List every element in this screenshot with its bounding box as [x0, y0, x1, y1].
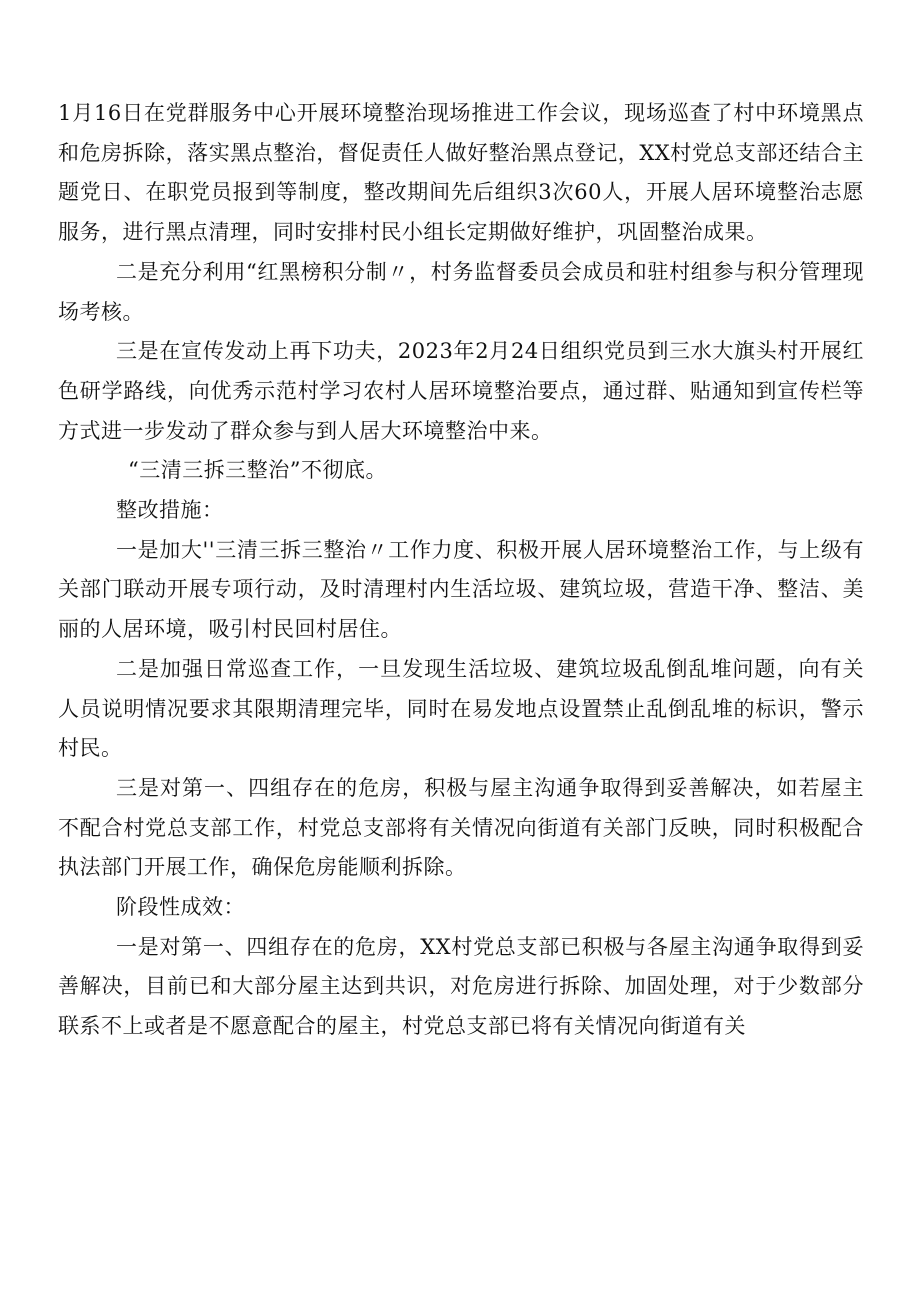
- paragraph-measure-one: 一是加大''三清三拆三整治〃工作力度、积极开展人居环境整治工作，与上级有关部门联动开展专项行动，及时清理村内生活垃圾、建筑垃圾，营造干净、整洁、美丽的人居环境，吸引村民回村居住。: [58, 537, 864, 642]
- paragraph-result-one: 一是对第一、四组存在的危房，XX村党总支部已积极与各屋主沟通争取得到妥善解决，目前已和大部分屋主达到共识，对危房进行拆除、加固处理，对于少数部分联系不上或者是不愿意配合的屋主，村党总支部已将有关情况向街道有关: [58, 934, 864, 1039]
- paragraph-measure-three: 三是对第一、四组存在的危房，积极与屋主沟通争取得到妥善解决，如若屋主不配合村党总支部工作，村党总支部将有关情况向街道有关部门反映，同时积极配合执法部门开展工作，确保危房能顺利拆除。: [58, 775, 864, 880]
- paragraph-measures-heading: 整改措施：: [116, 498, 224, 523]
- paragraph-measure-two: 二是加强日常巡查工作，一旦发现生活垃圾、建筑垃圾乱倒乱堆问题，向有关人员说明情况要求其限期清理完毕，同时在易发地点设置禁止乱倒乱堆的标识，警示村民。: [58, 656, 864, 761]
- paragraph-red-black-list: 二是充分利用“红黑榜积分制〃，村务监督委员会成员和驻村组参与积分管理现场考核。: [58, 259, 864, 324]
- paragraph-results-heading: 阶段性成效：: [116, 895, 245, 920]
- paragraph-meeting-summary: 1月16日在党群服务中心开展环境整治现场推进工作会议，现场巡查了村中环境黑点和危房拆除，落实黑点整治，督促责任人做好整治黑点登记，XX村党总支部还结合主题党日、在职党员报到等制度，整改期间先后组织3次60人，开展人居环境整治志愿服务，进行黑点清理，同时安排村民小组长定期做好维护，巩固整治成果。: [58, 101, 864, 245]
- paragraph-publicity: 三是在宣传发动上再下功夫，2023年2月24日组织党员到三水大旗头村开展红色研学路线，向优秀示范村学习农村人居环境整治要点，通过群、贴通知到宣传栏等方式进一步发动了群众参与到人居大环境整治中来。: [58, 339, 864, 443]
- paragraph-issue-heading: “三清三拆三整治”不彻底。: [128, 458, 387, 483]
